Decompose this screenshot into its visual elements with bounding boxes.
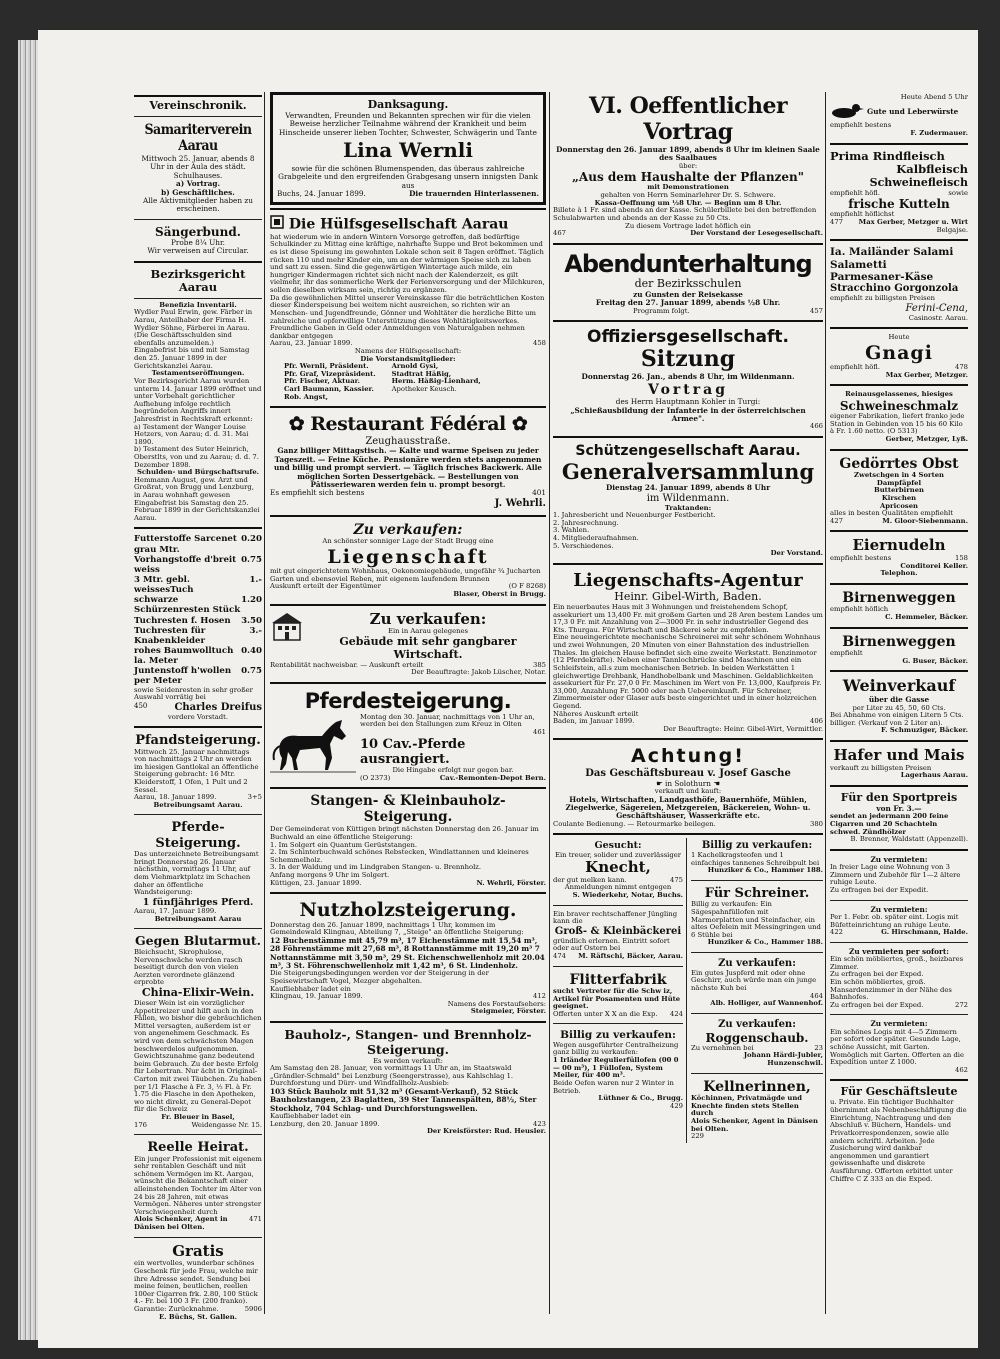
price-item-price: 0.40 <box>241 646 262 657</box>
ad-samariterverein: Samariterverein Aarau Mittwoch 25. Januar, abends 8 Uhr in der Aula des städt. Schulhauses. a) Vortrag. b) Geschäftliches. Alle Aktivmitglieder haben zu erscheinen. <box>141 121 255 214</box>
ad-pferde-steigerung: Pferde-Steigerung. Das unterzeichnete Betreibungsamt bringt Donnerstag 26. Januar nächsthin, vormittags 11 Uhr, auf dem Viehmarktplatz im Schachen daher an öffentliche Wandsteigerung: 1 fünfjähriges Pferd. Aarau, 17. Januar 1899. Betreibungsamt Aarau <box>134 820 259 923</box>
ad-logis-vermieten: Zu vermieten: Per 1. Febr. ob. später eint. Logis mit Büfetteinrichtung an ruhige Leute. 422 G. Hirschmann, Halde. <box>830 904 968 937</box>
price-list-row <box>134 666 262 686</box>
column-rule <box>549 92 550 1314</box>
ad-gnagi: Heute Gnagi empfiehlt höfl. 478 Max Gerber, Metzger. <box>830 333 968 379</box>
price-item-name: Tuchresten f. Hosen <box>134 615 231 626</box>
price-item-price: 3.- <box>249 625 262 636</box>
ad-schweineschmalz: Reinausgelassenes, hiesiges Schweineschmalz eigener Fabrikation, liefert franko jede Station in Gebinden von 15 bis 60 Kilo à Fr. 1.60 netto. (O 5313) Gerber, Metzger, Lyß. <box>830 390 968 443</box>
vereinschronik-title: Vereinschronik. <box>149 99 247 112</box>
column-4 <box>830 92 968 1185</box>
ad-pferdesteigerung-olten: Pferdesteigerung. Montag den 30. Januar, nachmittags von 1 Uhr an, werden bei den Stallungen zum Kreuz in Olten 461 10 Cav.-Pferde ausrangiert. Die Hingabe erfolgt nur gegen bar. (O 2373) Cav.-Remonten-Depot Bern. <box>270 687 546 784</box>
ad-offiziersgesellschaft: Offiziersgesellschaft. Sitzung Donnerstag 26. Jan., abends 8 Uhr, im Wildenmann. Vortrag des Herrn Hauptmann Kohler in Turgi: „Schießausbildung der Infanterie in der österreichischen Armee". 466 <box>570 327 823 431</box>
flower-ornament-icon: ✿ <box>511 413 528 436</box>
ad-restaurant-federal: ✿ Restaurant Fédéral ✿ Zeughausstraße. Ganz billiger Mittagstisch. — Kalte und warme Speisen zu jeder Tageszeit. — Feine Küche. Pensionäre werden stets angenommen und billig und prompt serviert. — Täglich frisches Backwerk. Alle möglichen Sorten Dessertgebäck. — Bestellungen von Pâtisseriewaren werden fein u. prompt besorgt. Es empfiehlt sich bestens 401 J. Wehrli. <box>270 413 546 509</box>
ad-gratis: Gratis ein wertvolles, wunderbar schönes Geschenk für jede Frau, welche mir ihre Adresse sendet. Sendung bei meine feinen, beutlichen, reellen 100er Cigarren frk. 2.80, 100 Stück 4.- Fr. bei 100 3 Fr. (200 franko). Garantie: Zurücknahme. 5906 E. Büchs, St. Gallen. <box>134 1241 262 1321</box>
ad-dreifus-price-list: Futterstoffe Sarcenet grau Mtr. 0.20 Vorhangstoffe d'breit weiss 0.75 3 Mtr. gebl. weissesTuch 1.- schwarze Schürzenresten Stück 1.20 Tuchresten f. Hosen 3.50 Tuchresten für Knabenkleider 3.- rohes Baumwolltuch la. Meter 0.40 Juntenstoff h'wollen per Meter 0.75 sowie Seidenresten in sehr großer Auswahl vorrätig bei 450 Charles Dreifus vordere Vorstadt. <box>134 534 262 721</box>
ad-fuer-schreiner: Für Schreiner. Billig zu verkaufen: Ein Sägespahnfüllofen mit Marmorplatten und Steinfacher, ein altes Oefelein mit Messingringen und 6 Stühle bei Hunziker & Co., Hammer 188. <box>691 885 823 947</box>
price-item-name: Tuchresten für Knabenkleider <box>134 625 206 646</box>
duck-icon <box>830 102 864 123</box>
ad-abendunterhaltung: Abendunterhaltung der Bezirksschulen zu Gunsten der Reisekasse Freitag den 27. Januar 1899, abends ½8 Uhr. Programm folgt. 457 <box>564 249 823 315</box>
ad-hafer-mais: Hafer und Mais verkauft zu billigsten Preisen Lagerhaus Aarau. <box>830 746 968 780</box>
price-list-row <box>134 616 262 626</box>
ad-liegenschaft-brugg: Zu verkaufen: An schönster sonniger Lage der Stadt Brugg eine Liegenschaft mit gut eingerichtetem Wohnhaus, Oekonomiegebäude, ungefähr ¾ Jucharten Garten und ebensoviel Reben, mit eigenem laufendem Brunnen Auskunft erteilt der Eigentümer (O F 8268) Blaser, Oberst in Brugg. <box>270 521 546 598</box>
ad-zugpferd: Zu verkaufen: Ein gutes Juspferd mit oder ohne Geschirr, auch würde man ein junge nächste Kuh bei 464 Alb. Holliger, auf Wannenhof. <box>691 957 823 1008</box>
ad-fleisch-gerber: Prima Rindfleisch Kalbfleisch Schweinefleisch empfiehlt höfl. sowie frische Kutteln empfiehlt höflichst 477 Max Gerber, Metzger u. Wirt Belgajse. <box>830 148 968 234</box>
price-list-row <box>134 555 262 575</box>
price-item-name: rohes Baumwolltuch la. Meter <box>134 646 234 667</box>
price-item-price: 3.50 <box>241 615 262 626</box>
column-1 <box>134 92 262 1323</box>
ad-geschaeftsleute: Für Geschäftsleute u. Private. Ein tüchtiger Buchhalter übernimmt als Nebenbeschäftigung die Einrichtung, Nachtragung und den Abschluß v. Büchern, Handels- und Privatkorrespondenzen, sowie alle andern schriftl. Arbeiten. Jede Zusicherung wird dankbar angenommen und garantiert gewissenhafte und diskrete Ausführung. Offerten erbittet unter Chiffre C Z 333 an die Exped. <box>830 1085 967 1183</box>
ad-huelfsgesellschaft: Die Hülfsgesellschaft Aarau hat wiederum wie in andern Wintern Vorsorge getroffen, daß bedürftige Schulkinder zu Mittag eine kräftige, nahrhafte Suppe und Brot bekommen und es ist diese Speisung im gewohnten Lokale schon seit 8 Tagen eröffnet. Täglich rücken 110 und mehr Kinder ein, um an der wärmigen Speise sich zu laben und satt zu essen. Sind die gegenwärtigen Wintertage auch milde, ein hungriger Kindermagen richtet sich nicht nach der Kalenderzeit, es gilt vielmehr, ihr das sommerliche Werk der Ferienversorgung und der Milchkuren, sollen dieselben wirksam sein, richtig zu ergänzen. Da die gewöhnlichen Mittel unserer Vereinskasse für die beträchtlichen Kosten dieser Kinderspeisung bei weitem nicht ausreichen, so richten wir an Menschen- und Jugendfreunde, Gönner und Wohltäter die herzliche Bitte um zahlreiche und opferwillige Unterstützung dieses Wohltätigkeitswerkes. Freundliche Gaben in Geld oder Anmeldungen von Naturalgaben nehmen dankbar entgegen Aarau, 23. Januar 1899. 458 Namens der Hülfsgesellschaft: Die Vorstandsmitglieder: Pfr. Wernli, Präsident. Pfr. Graf, Vizepräsident. Pfr. Fischer, Aktuar. Carl Baumann, Kassier. Rob. Angst, Arnold Gysi, Stadtrat Häßig, Herm. Häßig-Lienhard, Apotheker Keusch. <box>270 216 546 401</box>
price-item-name: 3 Mtr. gebl. weissesTuch <box>134 575 194 596</box>
ad-saengerbund: Sängerbund. Probe 8¼ Uhr. Wir verweisen auf Circular. <box>147 224 249 256</box>
ad-china-elixir-wein: Gegen Blutarmut. Bleichsucht, Skrophulose, Nervenschwäche werden rasch beseitigt durch den von vielen Aerzten verordnete glänzend erprobte China-Elixir-Wein. Dieser Wein ist ein vorzüglicher Appetitreizer und hilft auch in den Fällen, wo bisher die gebräuchlichen Mittel versagten, außerdem ist er von angenehmem Geschmack. Es wird von dem schwächsten Magen beschwerdelos aufgenommen. Gewichtszunahme ganz bedeutend beim Gebrauch. Zu der beste Erfolg für Lebertran. Nur ächt in Original-Carton mit zwei Täubchen. Zu haben per 1/1 Flasche à Fr. 3, ½ Fl. à Fr. 1.75 die Flasche in den Apotheken, wo nicht direkt, zu General-Depot für die Schweiz Fr. Bleuer in Basel, 176 Weidengasse Nr. 15. <box>134 933 262 1129</box>
price-item-price: 1.20 <box>241 595 262 606</box>
price-item-price: 0.75 <box>241 666 262 677</box>
ad-oeffentlicher-vortrag: VI. Oeffentlicher Vortrag Donnerstag den 26. Januar 1899, abends 8 Uhr im kleinen Saale des Saalbaues über: „Aus dem Haushalte der Pflanzen" mit Demonstrationen gehalten von Herrn Seminarlehrer Dr. S. Schwere. Kassa-Oeffnung um ½8 Uhr. — Beginn um 8 Uhr. Billete à 1 Fr. sind abends an der Kasse. Schülerbillete bei den betreffenden Schulabwarten und abends an der Kasse zu 50 Cts. Zu diesem Vortrage ladet höflich ein 467 Der Vorstand der Lesegesellschaft. <box>553 93 823 238</box>
ad-birnenweggen-hemmeler: Birnenweggen empfiehlt höflich C. Hemmeler, Bäcker. <box>830 589 968 621</box>
ad-reelle-heirat: Reelle Heirat. Ein junger Professionist mit eigenem sehr rentablen Geschäft und mit schönem Vermögen im Kt. Aargau, wünscht die Bekanntschaft einer alleinstehenden Tochter im Alter von 24 bis 28 Jahren, mit etwas Vermögen. Näheres unter strengster Verschwiegenheit durch Alois Schenker, Agent in Dänisen bei Olten. 471 <box>134 1140 262 1232</box>
ad-gedoerrtes-obst: Gedörrtes Obst Zwetschgen in 4 Sorten Dampfäpfel Butterbirnen Kirschen Apricosen alles in besten Qualitäten empfiehlt 427 M. Gloor-Siebenmann. <box>830 455 968 525</box>
ad-gebaeude-wirtschaft: Zu verkaufen: Ein in Aarau gelegenes Gebäude mit sehr gangbarer Wirtschaft. Rentabilität nachweisbar. — Auskunft erteilt 385 Der Beauftragte: Jakob Lüscher, Notar. <box>270 609 546 677</box>
ad-logis-sofort: Zu vermieten: Ein schönes Logis mit 4—5 Zimmern per sofort oder später. Gesunde Lage, schöne Aussicht, mit Garten. Womöglich mit Garten. Offerten an die Expedition unter Z 1000. 462 <box>830 1019 968 1074</box>
column-2 <box>270 92 546 1138</box>
ad-roggenschaub: Zu verkaufen: Roggenschaub. Zu vernehmen bei 23 Johann Härdi-Jubler, Hunzenschwil. <box>691 1018 823 1067</box>
ad-eiernudeln: Eiernudeln empfiehlt bestens 158 Conditorei Keller. Telephon. <box>830 536 968 578</box>
ad-wohnung-vermieten: Zu vermieten: In freier Lage eine Wohnung von 3 Zimmern und Zubehör für 1—2 ältere ruhige Leute. Zu erfragen bei der Expedit. <box>830 854 961 894</box>
ad-achtung-gasche: Achtung! Das Geschäftsbureau v. Josef Gasche ☛ in Solothurn ☚ verkauft und kauft: Hotels, Wirtschaften, Landgasthöfe, Bauernhöfe, Mühlen, Ziegelwerke, Sägereien, Metzgereien, Bäckereien, Wohn- u. Geschäftshäuser, Wasserkräfte etc. Coulante Bedienung. — Retourmarke beilegen. 380 <box>553 745 823 828</box>
price-list-row <box>134 646 262 666</box>
price-list-row <box>134 626 262 646</box>
ad-weinverkauf: Weinverkauf über die Gasse per Liter zu 45, 50, 60 Cts. Bei Abnahme von einigen Litern 5 Cts. billiger. (Verkauf von 2 Liter an). F. Schmuziger, Bäcker. <box>830 676 968 735</box>
price-item-name: schwarze Schürzenresten Stück <box>134 595 241 616</box>
ad-nutzholzsteigerung: Nutzholzsteigerung. Donnerstag den 26. Januar 1899, nachmittags 1 Uhr, kommen im Gemeindewald Klingnau, Abteilung 7, „Steige" an öffentliche Steigerung: 12 Buchenstämme mit 45,79 m³, 17 Eichenstämme mit 15,54 m³, 28 Föhrenstämme mit 27,68 m³, 8 Rottannstämme mit 19,20 m³ 7 Nottannstämme mit 3,50 m³, 29 St. Eichenschwellenholz mit 20.04 m³, 3 St. Föhrenschwellenholz mit 1,42 m³, 6 St. Lindenholz. Die Steigerungsbedingungen werden vor der Steigerung in der Speisewirtschaft Vogel, Mezger abgehalten. Kaufliebhaber ladet ein Klingnau, 19. Januar 1899. 412 Namens des Forstaufsehers: Steigmeier, Förster. <box>270 899 546 1016</box>
ad-birnenweggen-buser: Birnenweggen empfiehlt G. Buser, Bäcker. <box>830 633 968 665</box>
price-item-price: 1.- <box>249 575 262 586</box>
column-3 <box>553 92 823 1143</box>
ad-kachelofen: Billig zu verkaufen: 1 Kachelkragsteofen und 1 einfachiges tannenes Schreibpult bei Hunziker & Co., Hammer 188. <box>691 840 823 875</box>
price-item-name: Juntenstoff h'wollen per Meter <box>134 666 232 687</box>
ad-salami: Ia. Mailänder Salami Salametti Parmesaner-Käse Stracchino Gorgonzola empfiehlt zu billigsten Preisen Ferini-Cena, Casinostr. Aarau. <box>830 246 968 322</box>
column-rule <box>825 92 826 1314</box>
ad-stangen-kleinbauholz: Stangen- & Kleinbauholz-Steigerung. Der Gemeinderat von Küttigen bringt nächsten Donnerstag den 26. Januar im Buchwald an eine öffentliche Steigerung: 1. Im Solgert ein Quantum Gerüststangen. 2. Im Schinterbuchwald schönes Rebstecken, Windlattannen und kleineres Schemmelholz. 3. In der Waldung und im Lindgraben Stangen- u. Brennholz. Anfang morgens 9 Uhr im Solgert. Küttigen, 23. Januar 1899. N. Wehrli, Förster. <box>270 793 546 887</box>
hand-pointer-icon: ☛ <box>656 778 663 788</box>
ad-kellnerinnen: Kellnerinnen, Köchinnen, Privatmägde und Knechte finden stets Stellen durch Alois Schenker, Agent in Dänisen bei Olten. 229 <box>691 1078 818 1141</box>
page-stack-edge <box>18 40 40 1340</box>
ad-baeckerei-lehrling: Ein braver rechtschaffener Jüngling kann die Groß- & Kleinbäckerei gründlich erlernen. Eintritt sofort oder auf Ostern bei 474 M. Räftschi, Bäcker, Aarau. <box>553 909 684 960</box>
flower-ornament-icon: ✿ <box>288 413 305 436</box>
ad-liegenschafts-agentur: Liegenschafts-Agentur Heinr. Gibel-Wirth, Baden. Ein neuerbautes Haus mit 3 Wohnungen und freistehendem Schopf, assekuriert um 13,400 Fr. mit großem Garten und 28 Aren bestem Landes um 17,3 0 Fr. mit Anzahlung von 2—3000 Fr. in sehr industrieller Gegend des Kts. Thurgau. Für Wirtschaft und Bäckerei sehr zu empfehlen. Eine neueingerichtete mechanische Schreinerei mit sehr schönem Wohnhaus und zwei Wohnungen, 20 Minuten von einer Bahnstation des industriellen Thales. Im gleichen Hause befindet sich eine zweite Werkstatt. Benzinmotor (12 Pferdekräfte). Neben einer Tannlochbrücke sind Maschinen und ein Schleifstein, all.s zum mechanischen Betrieb. In beiden Werkstätten 1 gleichwertige Drehbank, Handhobelbank und Maschinen. Geldablichkeiten assekuriert für Fr. 27,0 0 Fr. Maschinen im Wert von Fr. 13,000, Kaufpreis Fr. 33,000, Anzahlung Fr. 5000 oder nach Uebereinkunft. Für Schreiner, Zimmermeister oder Glaser aufs beste eingerichtet und in einer holzreichen Gegend. Näheres Auskunft erteilt Baden, im Januar 1899. 406 Der Beauftragte: Heinr. Gibel-Wirt, Vermittler. <box>553 569 823 733</box>
price-list-row <box>134 595 262 615</box>
ad-flitterfabrik: Flitterfabrik sucht Vertreter für die Schw iz, Artikel für Posamenten und Hüte geeignet. Offerten unter X X an die Exp. 424 <box>553 971 684 1018</box>
building-icon <box>270 611 304 644</box>
small-ads-grid <box>553 838 823 1142</box>
price-list-row <box>134 575 262 595</box>
ad-pfandsteigerung: Pfandsteigerung. Mittwoch 25. Januar nachmittags von nachmittags 2 Uhr an werden im hiesigen Gantlokal an öffentliche Steigerung gebracht: 16 Mtr. Kleiderstoff, 1 Ofen, 1 Pult und 2 Sessel. Aarau, 18. Januar 1899. 3+5 Betreibungsamt Aarau. <box>134 733 262 809</box>
price-item-name: Futterstoffe Sarcenet grau Mtr. <box>134 534 237 555</box>
ad-fuelloefen: Billig zu verkaufen: Wegen ausgeführter Centralheizung ganz billig zu verkaufen: 1 Irländer Regulierfüllofen (00 0— 00 m³), 1 Füllofen, System Meiler, für 400 m³. Beide Oefen waren nur 2 Winter in Betrieb. Lüthner & Co., Brugg. 429 <box>553 1029 684 1110</box>
horse-icon <box>270 714 356 783</box>
hand-pointer-icon: ☚ <box>713 778 720 788</box>
emblem-icon <box>270 215 284 234</box>
ad-knecht-gesucht: Gesucht: Ein treuer, solider und zuverlässiger Knecht, der gut melken kann. 475 Anmeldungen nimmt entgegen S. Wiederkehr, Notar, Buchs. <box>553 840 684 900</box>
ad-danksagung: Danksagung. Verwandten, Freunden und Bekannten sprechen wir für die vielen Beweise herzlicher Teilnahme während der Krankheit und beim Hinscheide unserer lieben Tochter, Schwester, Schwägerin und Tante Lina Wernli sowie für die schönen Blumenspenden, das überaus zahlreiche Grabgeleite und den ergreifenden Grabgesang unsern innigsten Dank aus Buchs, 24. Januar 1899. Die trauernden Hinterlassenen. <box>270 92 546 205</box>
ad-sportpreis: Für den Sportpreis von Fr. 3.— sendet an jedermann 200 feine Cigarren und 20 Schachteln schwed. Zündhölzer B. Brenner, Waldstatt (Appenzell). <box>830 790 968 844</box>
price-item-name: Vorhangstoffe d'breit weiss <box>134 554 237 575</box>
ad-leberwuerste: Heute Abend 5 Uhr Gute und Leberwürste empfiehlt bestens F. Zudermauer. <box>830 93 968 137</box>
price-item-price: 0.20 <box>241 534 262 545</box>
price-item-price: 0.75 <box>241 554 262 565</box>
price-list <box>134 534 262 686</box>
ad-zimmer-vermieten: Zu vermieten per sofort: Ein schön möbliertes, groß., heizbares Zimmer. Zu erfragen bei der Exped. Ein schön möbliertes, groß. Mansardenzimmer in der Nähe des Bahnhofes. Zu erfragen bei der Exped. 272 <box>830 946 968 1009</box>
ad-bauholz-steigerung: Bauholz-, Stangen- und Brennholz-Steigerung. Es werden verkauft: Am Samstag den 28. Januar, von vormittags 11 Uhr an, im Staatswald „Grändler-Schmald" bei Lenzburg (Seengerstrasse), aus Kahlschlag 1. Durchforstung und Dürr- und Windfallholz-Ausbieb: 103 Stück Bauholz mit 51,32 m³ (Gesamt-Verkauf), 52 Stück Bauholzstangen, 23 Baglatten, 39 Ster Tannenspälten, 88½, Ster Stockholz, 704 Schlag- und Durchforstungswellen. Kaufliebhaber ladet ein Lenzburg, den 20. Januar 1899. 423 Der Kreisförster: Rud. Heusler. <box>270 1027 546 1136</box>
price-list-row <box>134 534 262 554</box>
ad-bezirksgericht: Bezirksgericht Aarau Benefizia Inventarii. Wydler Paul Erwin, gew. Färber in Aarau, Anteilhaber der Firma H. Wydler Söhne, Färberei in Aarau. (Die Geschäftsschulden sind ebenfalls anzumelden.) Eingabefrist bis und mit Samstag den 25. Januar 1899 in der Gerichtskanzlei Aarau. Testamentseröffnungen. Vor Bezirksgericht Aarau wurden unterm 14. Januar 1899 eröffnet und unter Vorbehalt gerichtlicher Aufhebung infolge rechtlich begründeten Angriffs innert Jahresfrist in Rechtskraft erkennt: a) Testament der Wanger Louise Hetzers, von Aarau; d. d. 31. Mai 1890. b) Testament des Suter Heinrich, Oberstlts, von und zu Aarau; d. d. 7. Dezember 1898. Schulden- und Bürgschaftsrufe. Hemmann August, gew. Arzt und Großrat, von Brugg und Lenzburg, in Aarau wohnhaft gewesen Eingabefrist bis Samstag den 25. Februar 1899 in der Gerichtskanzlei Aarau. <box>134 266 262 522</box>
ad-schuetzengesellschaft: Schützengesellschaft Aarau. Generalversammlung Dienstag 24. Januar 1899, abends 8 Uhr im Wildenmann. Traktanden: 1. Jahresbericht und Neuenburger Festbericht. 2. Jahresrechnung. 3. Wahlen. 4. Mitgliederaufnahmen. 5. Verschiedenes. Der Vorstand. <box>553 443 823 558</box>
column-rule <box>264 92 265 1314</box>
